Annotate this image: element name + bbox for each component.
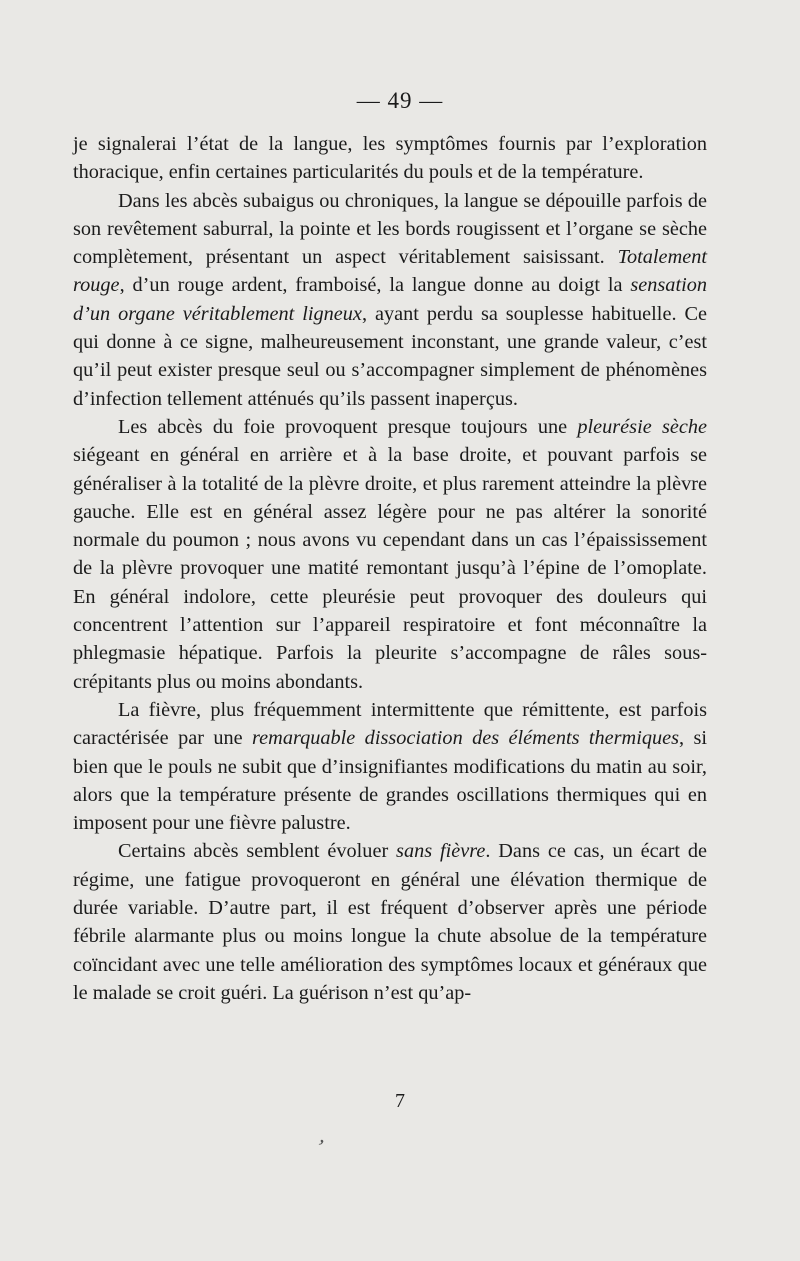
paragraph [73,696,707,837]
text-run: La fièvre, plus fréquemment intermittente que rémittente, est parfois caractérisée par une [73,698,707,750]
body-text [73,130,707,1007]
italic-text: sans fièvre [396,840,486,863]
italic-text: pleurésie sèche [577,415,708,438]
text-run: . Dans ce cas, un écart de régime, une fatigue provoqueront en général une élévation thermique de durée variable. D’autre part, il est fréquent d’observer après une période fébrile alarmante plus ou moins longue la chute absolue de la température coïncidant avec une telle amélioration des symptômes locaux et généraux que le malade se croit guéri. La guérison n’est qu’ap- [73,840,707,1004]
text-run: Les abcès du foie provoquent presque toujours une [118,415,578,438]
text-run: , d’un rouge ardent, framboisé, la langue donne au doigt la [119,274,631,297]
text-run: je signalerai l’état de la langue, les symptômes fournis par l’exploration thoracique, enfin certaines particularités du pouls et de la température. [73,133,707,184]
italic-text: Totalement rouge [73,246,707,297]
paragraph [73,187,707,413]
text-run: , ayant perdu sa souplesse habituelle. Ce qui donne à ce signe, malheureusement inconstant, une grande valeur, c’est qu’il peut exister presque seul ou s’accompagner simplement de phénomènes d’infection tellement atténués qu’ils passent inaperçus. [73,302,707,410]
signature-mark: 7 [395,1090,405,1112]
paragraph [73,413,707,696]
paragraph [73,837,707,1007]
text-run: , si bien que le pouls ne subit que d’insignifiantes modifications du matin au soir, alors que la température présente de grandes oscillations thermiques qui en imposent pour une fièvre palustre. [73,727,707,835]
text-run: siégeant en général en arrière et à la base droite, et pouvant parfois se généraliser à la totalité de la plèvre droite, et plus rarement atteindre la plèvre gauche. Elle est en général assez légère pour ne pas altérer la sonorité normale du poumon ; nous avons vu cependant dans un cas l’épaississement de la plèvre provoquer une matité remontant jusqu’à l’épine de l’omoplate. En général indolore, cette pleurésie peut provoquer des douleurs qui concentrent l’attention sur l’appareil respiratoire et font méconnaître la phlegmasie hépatique. Parfois la pleurite s’accompagne de râles sous-crépitants plus ou moins abondants. [73,444,707,693]
italic-text: sensation d’un organe véritablement ligneux [73,274,707,325]
ink-speck: ’ [312,1133,328,1160]
text-run: Certains abcès semblent évoluer [118,840,397,863]
italic-text: remarquable dissociation des éléments thermiques [252,727,679,750]
paragraph [73,130,707,187]
text-run: Dans les abcès subaigus ou chroniques, la langue se dépouille parfois de son revêtement saburral, la pointe et les bords rougissent et l’organe se sèche complètement, présentant un aspect véritablement saisissant. [73,189,707,269]
page-number: — 49 — [356,88,444,113]
